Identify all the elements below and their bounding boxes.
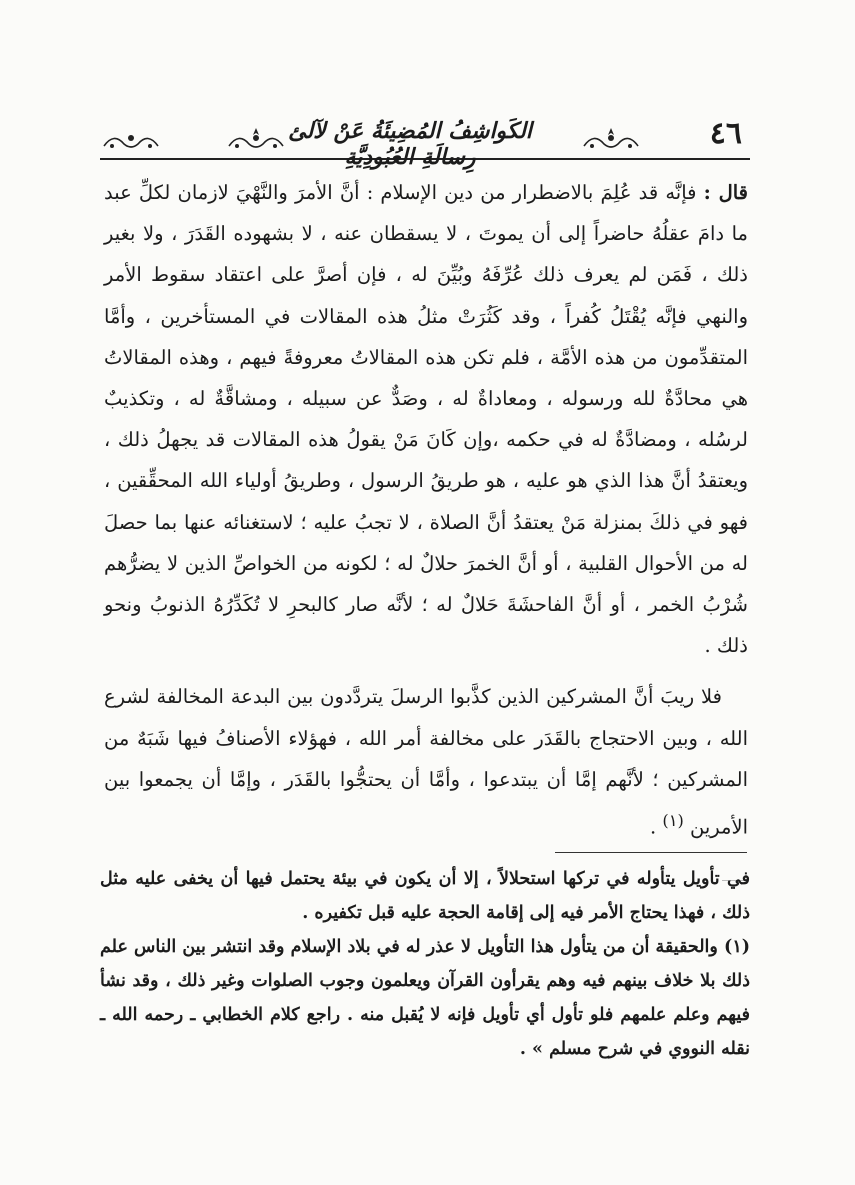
paragraph-2-text: فلا ريبَ أنَّ المشركين الذين كذَّبوا الرسلَ يتردَّدون بين البدعة المخالفة لشرع الله ، وبين الاحتجاج بالقَدَر على مخالفة أمر الله ، فهؤلاء الأصنافُ فيها شَبَهٌ من المشركين ؛ لأنَّهم إمَّا أن يبتدعوا ، وأمَّا أن يحتجُّوا بالقَدَر ، وإمَّا أن يجمعوا بين الأمرين: [104, 685, 748, 839]
page-number: ٤٦: [709, 116, 742, 151]
ornament-icon: [580, 126, 642, 152]
footnote-1-marker: (١): [724, 937, 750, 957]
paragraph-1: [104, 172, 748, 666]
paragraph-2-end: .: [649, 815, 657, 839]
ornament-icon: [100, 126, 162, 152]
paragraph-2: [104, 676, 748, 847]
footnote-reference[interactable]: (١): [662, 811, 684, 831]
footnote-1-text: والحقيقة أن من يتأول هذا التأويل لا عذر له في بلاد الإسلام وقد انتشر بين الناس علم ذلك بلا خلاف بينهم فيه وهم يقرأون القرآن ويعلمون وجوب الصلوات وغير ذلك ، وقد نشأ فيهم وعلم علمهم فلو تأول أي تأويل فإنه لا يُقبل منه . راجع كلام الخطابي ـ رحمه الله ـ نقله النووي في شرح مسلم » .: [100, 937, 750, 1059]
footnote-1: [100, 930, 750, 1066]
qala-label: قال :: [703, 181, 749, 204]
footnote-separator: [555, 852, 747, 853]
paragraph-1-text: فإنَّه قد عُلِمَ بالاضطرار من دين الإسلام : أنَّ الأمرَ والنَّهْيَ لازمان لكلِّ عبد ما دامَ عقلُهُ حاضراً إلى أن يموتَ ، لا يسقطان عنه ، لا بشهوده القَدَرَ ، ولا بغير ذلك ، فَمَن لم يعرف ذلك عُرِّفَهُ وبُيِّنَ له ، فإن أصرَّ على اعتقاد سقوط الأمر والنهي فإنَّه يُقْتَلُ كُفراً ، وقد كَثُرَتْ مثلُ هذه المقالات في المستأخرين ، وأمَّا المتقدِّمون من هذه الأمَّة ، فلم تكن هذه المقالاتُ معروفةً فيهم ، وهذه المقالاتُ هي محادَّةٌ لله ورسوله ، ومعاداةٌ له ، وصَدٌّ عن سبيله ، ومشاقَّةٌ له ، وتكذيبٌ لرسُله ، ومضادَّةٌ له في حكمه ،وإن كَانَ مَنْ يقولُ هذه المقالات قد يجهلُ ذلك ، ويعتقدُ أنَّ هذا الذي هو عليه ، هو طريقُ الرسول ، وطريقُ أولياء الله المحقِّقين ، فهو في ذلكَ بمنزلة مَنْ يعتقدُ أنَّ الصلاة ، لا تجبُ عليه ؛ لاستغنائه عنها بما حصلَ له من الأحوال القلبية ، أو أنَّ الخمرَ حلالٌ له ؛ لكونه من الخواصِّ الذين لا يضرُّهم شُرْبُ الخمر ، أو أنَّ الفاحشَةَ حَلالٌ له ؛ لأنَّه صار كالبحرِ لا تُكَدِّرُهُ الذنوبُ ونحو ذلك .: [104, 181, 748, 658]
main-text: [104, 172, 748, 848]
page-header: [100, 112, 750, 170]
footnote-continuation: في تأويل يتأوله في تركها استحلالاً ، إلا أن يكون في بيئة يحتمل فيها أن يخفى عليه مثل ذلك ، فهذا يحتاج الأمر فيه إلى إقامة الحجة عليه قبل تكفيره .: [100, 869, 750, 923]
footnotes: [100, 862, 750, 1066]
ornament-icon: [225, 126, 287, 152]
running-title: الكَواشِفُ المُضِيئَةُ عَنْ لآلئ رِسالَةِ العُبُودِيَّةِ: [288, 118, 532, 170]
